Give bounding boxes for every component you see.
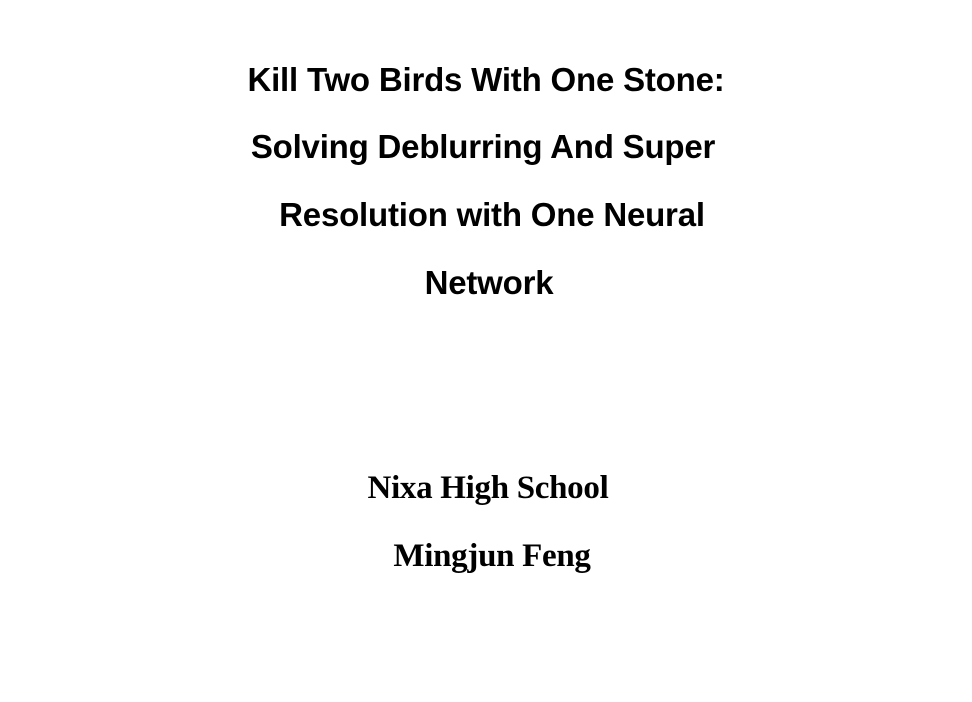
title-line-3: Resolution with One Neural: [279, 196, 705, 233]
title-line-1: Kill Two Birds With One Stone:: [247, 61, 725, 98]
school-name: Nixa High School: [367, 470, 609, 506]
title-line-2: Solving Deblurring And Super: [250, 128, 716, 165]
title-line-4: Network: [424, 264, 554, 301]
author-name: Mingjun Feng: [393, 538, 591, 574]
